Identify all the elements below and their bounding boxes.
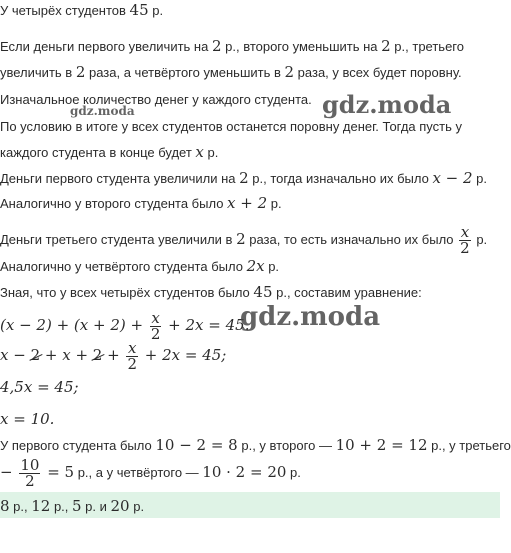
text: По условию в итоге у всех студентов останется поровну денег. Тогда пусть у	[0, 119, 463, 134]
text: р.	[203, 145, 219, 160]
fraction	[459, 225, 471, 256]
solution-line-2	[0, 144, 218, 161]
variable: x	[195, 143, 204, 161]
cancelled-term: 2	[93, 338, 103, 372]
expression: x = 10.	[0, 410, 55, 428]
minus-sign: −	[0, 463, 18, 481]
numerator: x	[460, 223, 470, 242]
expression: x + 2	[227, 194, 268, 212]
denominator: 2	[25, 472, 35, 491]
answer-text	[0, 497, 144, 515]
denominator: 2	[127, 354, 137, 373]
text: увеличить в	[0, 65, 76, 80]
expression: + 2x = 45;	[140, 346, 227, 364]
expression: (x − 2) + (x + 2) +	[0, 316, 148, 334]
text: Деньги первого студента увеличили на	[0, 171, 240, 186]
answer-value: 8	[0, 497, 10, 515]
denominator: 2	[460, 239, 470, 258]
result-line-2	[0, 455, 301, 490]
equation-intro	[0, 284, 422, 301]
text: У четырёх студентов	[0, 3, 130, 18]
expression: 2x	[246, 257, 265, 275]
watermark-small: gdz.moda	[70, 104, 135, 118]
answer-box	[0, 492, 500, 518]
number: 2	[236, 230, 246, 248]
second-student-line	[0, 195, 282, 212]
first-student-line	[0, 170, 487, 187]
equation-4	[0, 410, 54, 428]
third-student-line	[0, 222, 487, 257]
fraction	[126, 338, 138, 373]
equation-1	[0, 308, 249, 342]
text: р., составим уравнение:	[272, 285, 422, 300]
number: 2	[75, 63, 86, 81]
numerator: x	[127, 338, 137, 357]
watermark: gdz.moda	[322, 90, 452, 119]
text: Аналогично у четвёртого студента было	[0, 259, 247, 274]
text: Изначальное количество денег у каждого студента.	[0, 92, 312, 107]
condition-line-2	[0, 64, 462, 81]
fourth-student-line	[0, 258, 279, 275]
condition-line-1	[0, 38, 464, 55]
text: Зная, что у всех четырёх студентов было	[0, 285, 254, 300]
text: р. и	[81, 499, 111, 514]
solution-line-1	[0, 119, 462, 135]
fraction	[19, 458, 40, 489]
text: р.	[267, 196, 282, 211]
expression: + x +	[40, 346, 93, 364]
text: Если деньги первого увеличить на	[0, 39, 212, 54]
text: р.	[129, 499, 145, 514]
answer-value: 20	[110, 497, 130, 515]
expression: x − 2	[432, 169, 473, 187]
text: р., третьего	[390, 39, 464, 54]
expression: x −	[0, 346, 31, 364]
text: У первого студента было	[0, 438, 156, 453]
numerator: x	[151, 308, 160, 327]
text: р., тогда изначально их было	[248, 171, 433, 186]
text: р., у третьего	[427, 438, 511, 453]
text: раза, а четвёртого уменьшить в	[85, 65, 285, 80]
text: р.	[148, 3, 164, 18]
text: каждого студента в конце будет	[0, 145, 196, 160]
text: р., а у четвёртого —	[74, 465, 203, 480]
answer-value: 5	[72, 497, 82, 515]
text: р.,	[9, 499, 32, 514]
watermark-large: gdz.moda	[240, 302, 381, 332]
text: р.	[286, 465, 301, 480]
numerator: 10	[20, 456, 40, 475]
number: 2	[381, 37, 391, 55]
expression: + 2x = 45.	[163, 316, 250, 334]
denominator: 2	[150, 324, 161, 343]
problem-statement	[0, 2, 163, 19]
text: р.,	[50, 499, 73, 514]
expression: = 5	[42, 463, 75, 481]
question-line	[0, 92, 312, 108]
text: р.	[264, 259, 280, 274]
text: р., второго уменьшить на	[221, 39, 382, 54]
text: р.	[472, 171, 488, 186]
expression: 10 − 2 = 8	[155, 436, 238, 454]
expression: 10 · 2 = 20	[202, 463, 287, 481]
number: 2	[211, 37, 222, 55]
number: 2	[239, 169, 249, 187]
number: 45	[253, 283, 273, 301]
fraction	[150, 308, 162, 343]
text: раза, то есть изначально их было	[245, 232, 458, 247]
expression: 10 + 2 = 12	[335, 436, 428, 454]
text: Аналогично у второго студента было	[0, 196, 228, 211]
text: Деньги третьего студента увеличили в	[0, 232, 237, 247]
answer-value: 12	[31, 497, 51, 515]
equation-3	[0, 378, 79, 396]
result-line-1	[0, 437, 511, 454]
text: р.	[472, 232, 488, 247]
expression: 4,5x = 45;	[0, 378, 79, 396]
cancelled-term: 2	[31, 338, 41, 372]
number: 2	[284, 63, 295, 81]
number: 45	[129, 1, 149, 19]
text: раза, у всех будет поровну.	[294, 65, 462, 80]
equation-2	[0, 338, 226, 372]
text: р., у второго —	[237, 438, 336, 453]
expression: +	[102, 346, 125, 364]
